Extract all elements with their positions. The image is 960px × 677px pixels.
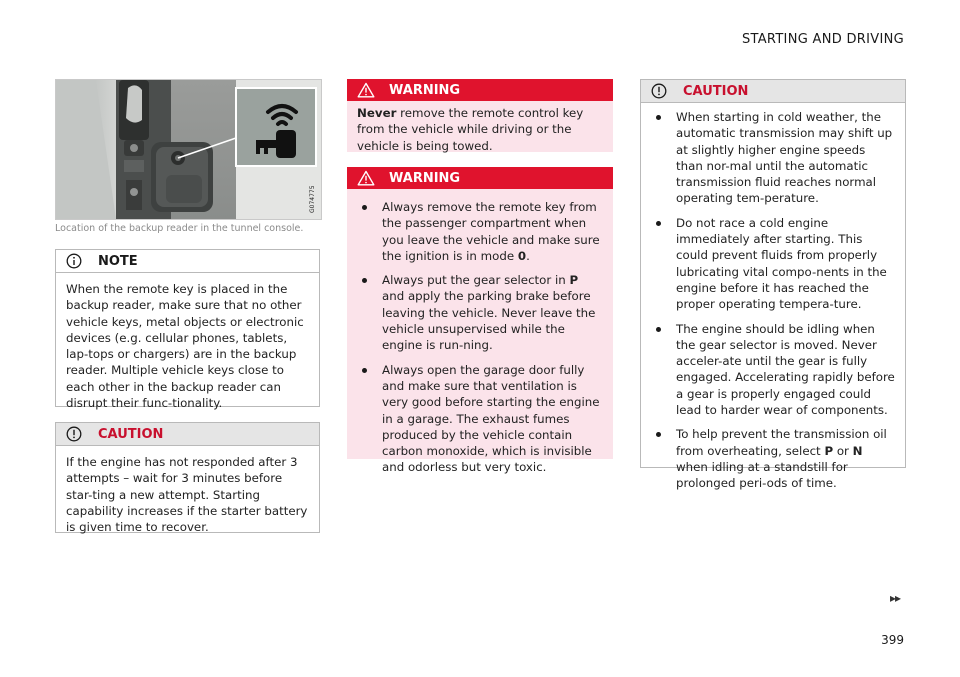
warning-body: remove the remote control key from the vehicle while driving or the vehicle is being towed. [357,106,584,153]
list-item: To help prevent the transmission oil from overheating, select P or N when idling at a standstill for prolonged peri-ods of time. [651,426,895,491]
list-item: The engine should be idling when the gear selector is moved. Never acceler-ate until the gear is fully engaged. Accelerating rapidly before a gear is properly engaged could lead to harder wear of components. [651,321,895,419]
exclamation-icon [66,425,86,443]
warning-header [347,167,613,189]
caution-list [651,109,895,492]
figure-caption: Location of the backup reader in the tunnel console. [55,223,304,234]
warning-title: WARNING [389,82,461,98]
caution-box-transmission [640,79,906,491]
caution-title: CAUTION [98,426,164,442]
note-header [56,250,319,273]
caution-header [56,423,319,446]
note-text: When the remote key is placed in the backup reader, make sure that no other vehicle keys, metal objects or electronic devices (e.g. cellular phones, tablets, lap-tops or chargers) are in the backup reader. Multiple vehicle keys close to each other in the backup reader can disrupt their func-tionality. [66,282,304,411]
caution-box-restart [55,422,320,533]
section-header: STARTING AND DRIVING [741,32,904,47]
caution-text: If the engine has not responded after 3 attempts – wait for 3 minutes before star-ting a new attempt. Starting capability increases if the starter battery is given time to recover. [66,455,308,535]
backup-reader-photo [55,79,322,220]
list-item: Always open the garage door fully and make sure that ventilation is very good before starting the engine in a garage. The exhaust fumes produced by the vehicle contain carbon monoxide, which is invisible and odorless but very toxic. [357,362,603,476]
list-item: When starting in cold weather, the automatic transmission may shift up at slightly higher engine speeds than nor-mal until the automatic transmission fluid reaches normal operating tem-perature. [651,109,895,207]
tunnel-console-illustration [56,80,321,219]
caution-title: CAUTION [683,83,749,99]
warning-list [357,199,603,476]
note-box [55,249,320,411]
warning-header [347,79,613,101]
exclamation-icon [651,82,671,100]
page-number: 399 [881,633,904,647]
warning-lead-word: Never [357,106,397,120]
warning-triangle-icon [357,169,377,187]
warning-triangle-icon [357,81,377,99]
info-icon [66,252,86,270]
warning-title: WARNING [389,170,461,186]
caution-header [641,80,905,103]
warning-text [347,101,613,164]
list-item: Always remove the remote key from the passenger compartment when you leave the vehicle and make sure the ignition is in mode 0. [357,199,603,264]
note-title: NOTE [98,253,138,269]
next-page-arrows: ▸▸ [889,591,900,605]
warning-box-safety [347,167,613,475]
figure-code: G074775 [309,185,316,213]
list-item: Always put the gear selector in P and apply the parking brake before leaving the vehicle. Never leave the vehicle unsupervised while the engine is run-ning. [357,272,603,353]
list-item: Do not race a cold engine immediately after starting. This could prevent fluids from properly lubricating vital compo-nents in the engine before it has reached the proper operating tempera-ture. [651,215,895,313]
warning-box-remove-key [347,79,613,152]
